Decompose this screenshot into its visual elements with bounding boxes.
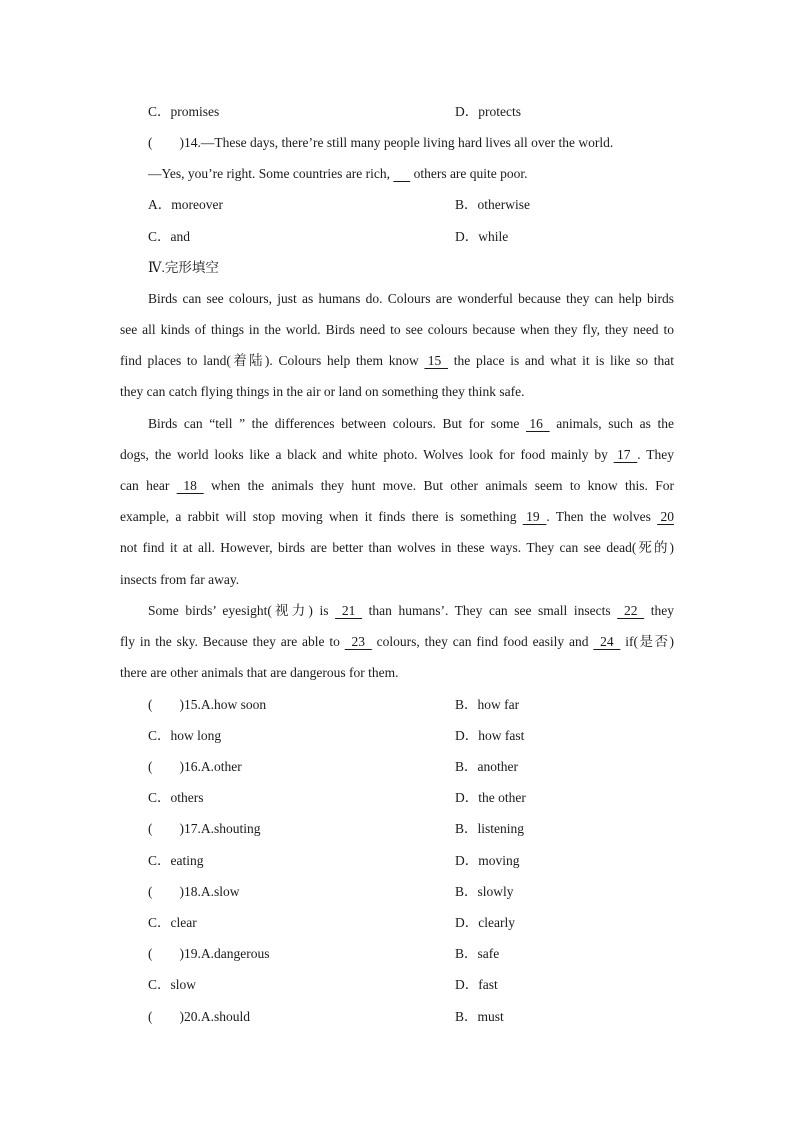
passage-line: insects from far away. [120, 572, 240, 587]
answer-paren: ( ) [148, 135, 184, 150]
option-row: ( )19.A.dangerous [148, 946, 270, 961]
blank [393, 164, 410, 184]
option-right: B．safe [455, 946, 500, 961]
passage-line: Birds can see colours, just as humans do. Colours are wonderful because they can help birds [148, 291, 674, 306]
blank-22: 22 [617, 603, 645, 618]
answer-paren: ( ) [148, 697, 184, 712]
passage-line: fly in the sky. Because they are able to 23 colours, they can find food easily and 24 if(是否) [120, 632, 674, 652]
option-row: ( )18.A.slow [148, 884, 240, 899]
passage-line: there are other animals that are dangerous for them. [120, 665, 399, 680]
q13-option-d: D．protects [455, 104, 521, 119]
passage-line: not find it at all. However, birds are better than wolves in these ways. They can see dead(死的) [120, 540, 674, 555]
option-row: C．clear [148, 915, 197, 930]
option-row: ( )15.A.how soon [148, 697, 267, 712]
passage-line: find places to land(着陆). Colours help them know 15 the place is and what it is like so that [120, 351, 674, 371]
q13-option-c: C．promises [148, 104, 220, 119]
answer-paren: ( ) [148, 1009, 184, 1024]
blank-15: 15 [424, 353, 449, 368]
q14-option-b: B．otherwise [455, 197, 530, 212]
option-row: C．others [148, 790, 204, 805]
option-row: ( )17.A.shouting [148, 821, 261, 836]
blank-23: 23 [344, 634, 372, 649]
blank-16: 16 [526, 416, 550, 431]
answer-paren: ( ) [148, 759, 184, 774]
option-right: D．fast [455, 977, 498, 992]
q14-option-d: D．while [455, 229, 509, 244]
q14-option-c: C．and [148, 229, 190, 244]
passage-line: dogs, the world looks like a black and white photo. Wolves look for food mainly by 17 . They [120, 445, 674, 465]
option-row: ( )16.A.other [148, 759, 242, 774]
q14-option-a: A．moreover [148, 197, 223, 212]
blank-19: 19 [522, 509, 547, 524]
passage-line: example, a rabbit will stop moving when it finds there is something 19 . Then the wolves 20 [120, 507, 674, 527]
q14-reply: —Yes, you’re right. Some countries are rich, others are quite poor. [148, 164, 528, 184]
passage-line: Birds can “tell ” the differences between colours. But for some 16 animals, such as the [148, 414, 674, 434]
q14-stem [148, 133, 613, 153]
blank-17: 17 [613, 447, 638, 462]
answer-paren: ( ) [148, 884, 184, 899]
passage-line: Some birds’ eyesight(视力) is 21 than humans’. They can see small insects 22 they [148, 601, 674, 621]
option-row: ( )20.A.should [148, 1009, 251, 1024]
blank-21: 21 [335, 603, 363, 618]
blank-18: 18 [176, 478, 204, 493]
option-row: C．how long [148, 728, 222, 743]
blank-24: 24 [593, 634, 621, 649]
section-title: Ⅳ.完形填空 [148, 260, 219, 275]
option-right: B．slowly [455, 884, 514, 899]
option-right: B．listening [455, 821, 525, 836]
answer-paren: ( ) [148, 821, 184, 836]
option-right: D．how fast [455, 728, 525, 743]
option-right: B．must [455, 1009, 504, 1024]
answer-paren: ( ) [148, 946, 184, 961]
option-right: D．the other [455, 790, 526, 805]
option-right: D．moving [455, 853, 520, 868]
passage-line: can hear 18 when the animals they hunt move. But other animals seem to know this. For [120, 476, 674, 496]
option-right: B．how far [455, 697, 520, 712]
q14-question: 14.—These days, there’re still many people living hard lives all over the world. [184, 135, 614, 150]
option-right: B．another [455, 759, 518, 774]
option-row: C．eating [148, 853, 204, 868]
option-right: D．clearly [455, 915, 515, 930]
passage-line: they can catch flying things in the air or land on something they think safe. [120, 384, 525, 399]
option-row: C．slow [148, 977, 197, 992]
passage-line: see all kinds of things in the world. Birds need to see colours because when they fly, they need to [120, 322, 674, 337]
blank-20: 20 [657, 509, 674, 524]
